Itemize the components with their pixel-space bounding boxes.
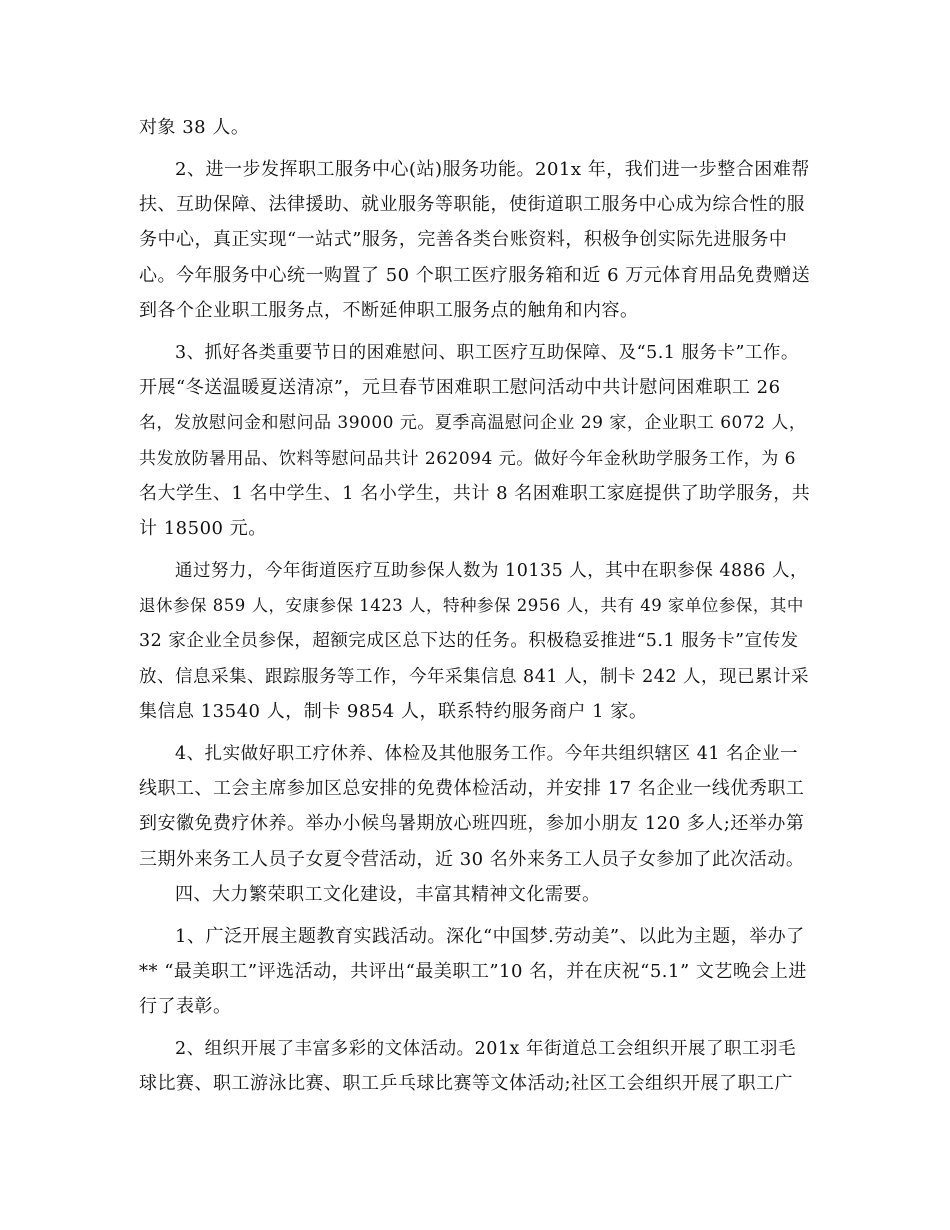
text-line: 线职工、工会主席参加区总安排的免费体检活动，并安排 17 名企业一线优秀职工	[139, 778, 805, 799]
text-line: 放、信息采集、跟踪服务等工作，今年采集信息 841 人，制卡 242 人，现已累计采	[139, 667, 810, 687]
text-line: 扶、互助保障、法律援助、就业服务等职能，使街道职工服务中心成为综合性的服	[139, 194, 805, 215]
text-line: 1、广泛开展主题教育实践活动。深化“中国梦.劳动美”、以此为主题，举办了	[175, 926, 805, 947]
text-line: 名大学生、1 名中学生、1 名小学生，共计 8 名困难职工家庭提供了助学服务，共	[139, 483, 811, 504]
text-line: 集信息 13540 人，制卡 9854 人，联系特约服务商户 1 家。	[139, 701, 648, 722]
text-line: ** “最美职工”评选活动，共评出“最美职工”10 名，并在庆祝“5.1” 文艺晚会上进	[139, 961, 807, 982]
text-line: 计 18500 元。	[139, 518, 267, 539]
text-line: 3、抓好各类重要节日的困难慰问、职工医疗互助保障、及“5.1 服务卡”工作。	[175, 343, 799, 363]
text-line: 到安徽免费疗休养。举办小候鸟暑期放心班四班，参加小朋友 120 多人;还举办第	[139, 813, 805, 834]
text-line: 名，发放慰问金和慰问品 39000 元。夏季高温慰问企业 29 家，企业职工 6072 人，	[139, 413, 807, 433]
text-line: 心。今年服务中心统一购置了 50 个职工医疗服务箱和近 6 万元体育用品免费赠送	[139, 265, 811, 286]
text-line: 共发放防暑用品、饮料等慰问品共计 262094 元。做好今年金秋助学服务工作，为 6	[139, 449, 796, 469]
text-line: 2、组织开展了丰富多彩的文体活动。201x 年街道总工会组织开展了职工羽毛	[175, 1039, 796, 1059]
text-line: 行了表彰。	[139, 996, 232, 1017]
text-line: 通过努力，今年街道医疗互助参保人数为 10135 人，其中在职参保 4886 人，	[175, 561, 808, 581]
text-line: 三期外来务工人员子女夏令营活动，近 30 名外来务工人员子女参加了此次活动。	[139, 849, 805, 870]
text-line: 球比赛、职工游泳比赛、职工乒乓球比赛等文体活动;社区工会组织开展了职工广	[139, 1073, 794, 1094]
text-line: 对象 38 人。	[139, 117, 250, 138]
text-line: 到各个企业职工服务点，不断延伸职工服务点的触角和内容。	[139, 300, 639, 321]
text-line: 务中心，真正实现“一站式”服务，完善各类台账资料，积极争创实际先进服务中	[139, 229, 788, 250]
text-line: 退休参保 859 人，安康参保 1423 人，特种参保 2956 人，共有 49 家单位参保，其中	[139, 596, 804, 615]
text-line: 开展“冬送温暖夏送清凉”，元旦春节困难职工慰问活动中共计慰问困难职工 26	[139, 377, 781, 398]
text-line: 四、大力繁荣职工文化建设，丰富其精神文化需要。	[175, 884, 601, 905]
text-line: 2、进一步发挥职工服务中心(站)服务功能。201x 年，我们进一步整合困难帮	[175, 159, 810, 180]
text-line: 4、扎实做好职工疗休养、体检及其他服务工作。今年共组织辖区 41 名企业一	[175, 744, 799, 764]
text-line: 32 家企业全员参保，超额完成区总下达的任务。积极稳妥推进“5.1 服务卡”宣传发	[139, 631, 799, 651]
